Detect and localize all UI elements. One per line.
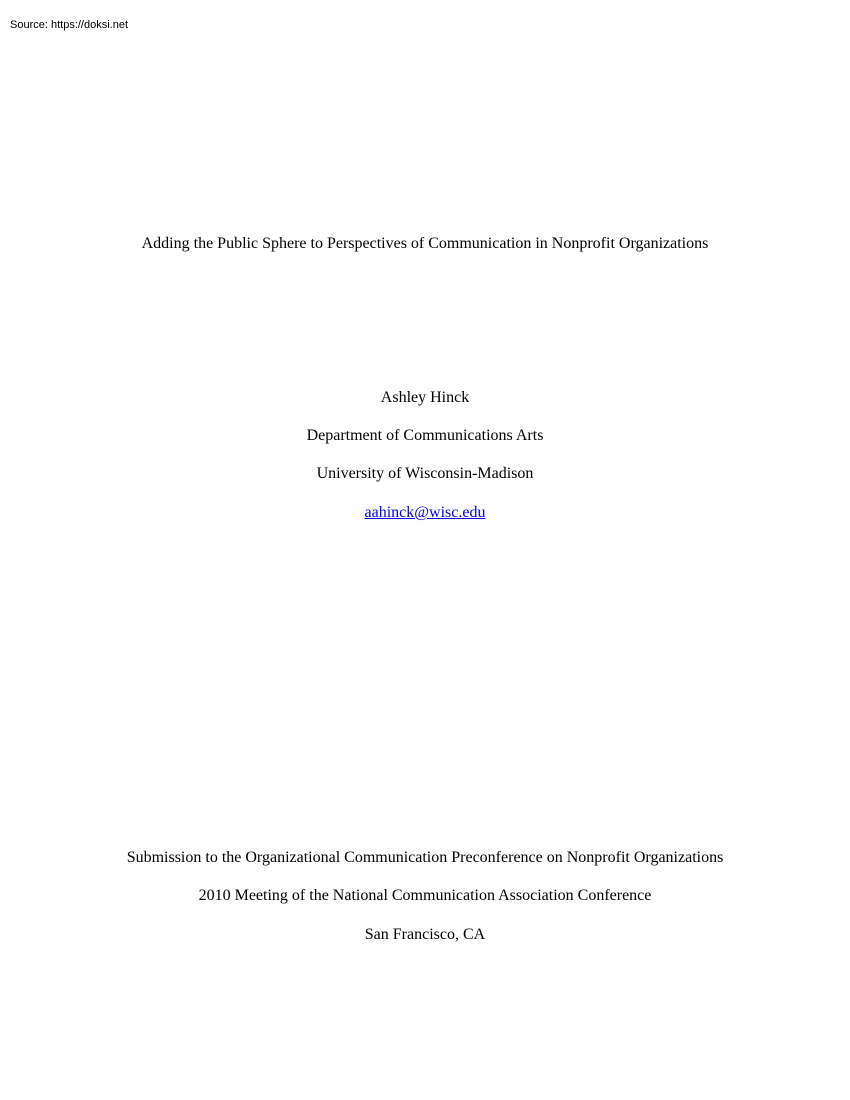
author-university: University of Wisconsin-Madison [316,465,534,482]
source-label: Source: https://doksi.net [10,19,129,31]
submission-location: San Francisco, CA [364,926,486,943]
submission-line-2: 2010 Meeting of the National Communication Association Conference [198,887,652,904]
author-department: Department of Communications Arts [306,427,544,444]
author-name: Ashley Hinck [380,389,470,406]
submission-line-1: Submission to the Organizational Communication Preconference on Nonprofit Organizations [126,849,724,866]
paper-title: Adding the Public Sphere to Perspectives of Communication in Nonprofit Organizations [141,235,709,252]
author-email-link[interactable]: aahinck@wisc.edu [364,504,486,521]
author-email-line [0,503,850,523]
